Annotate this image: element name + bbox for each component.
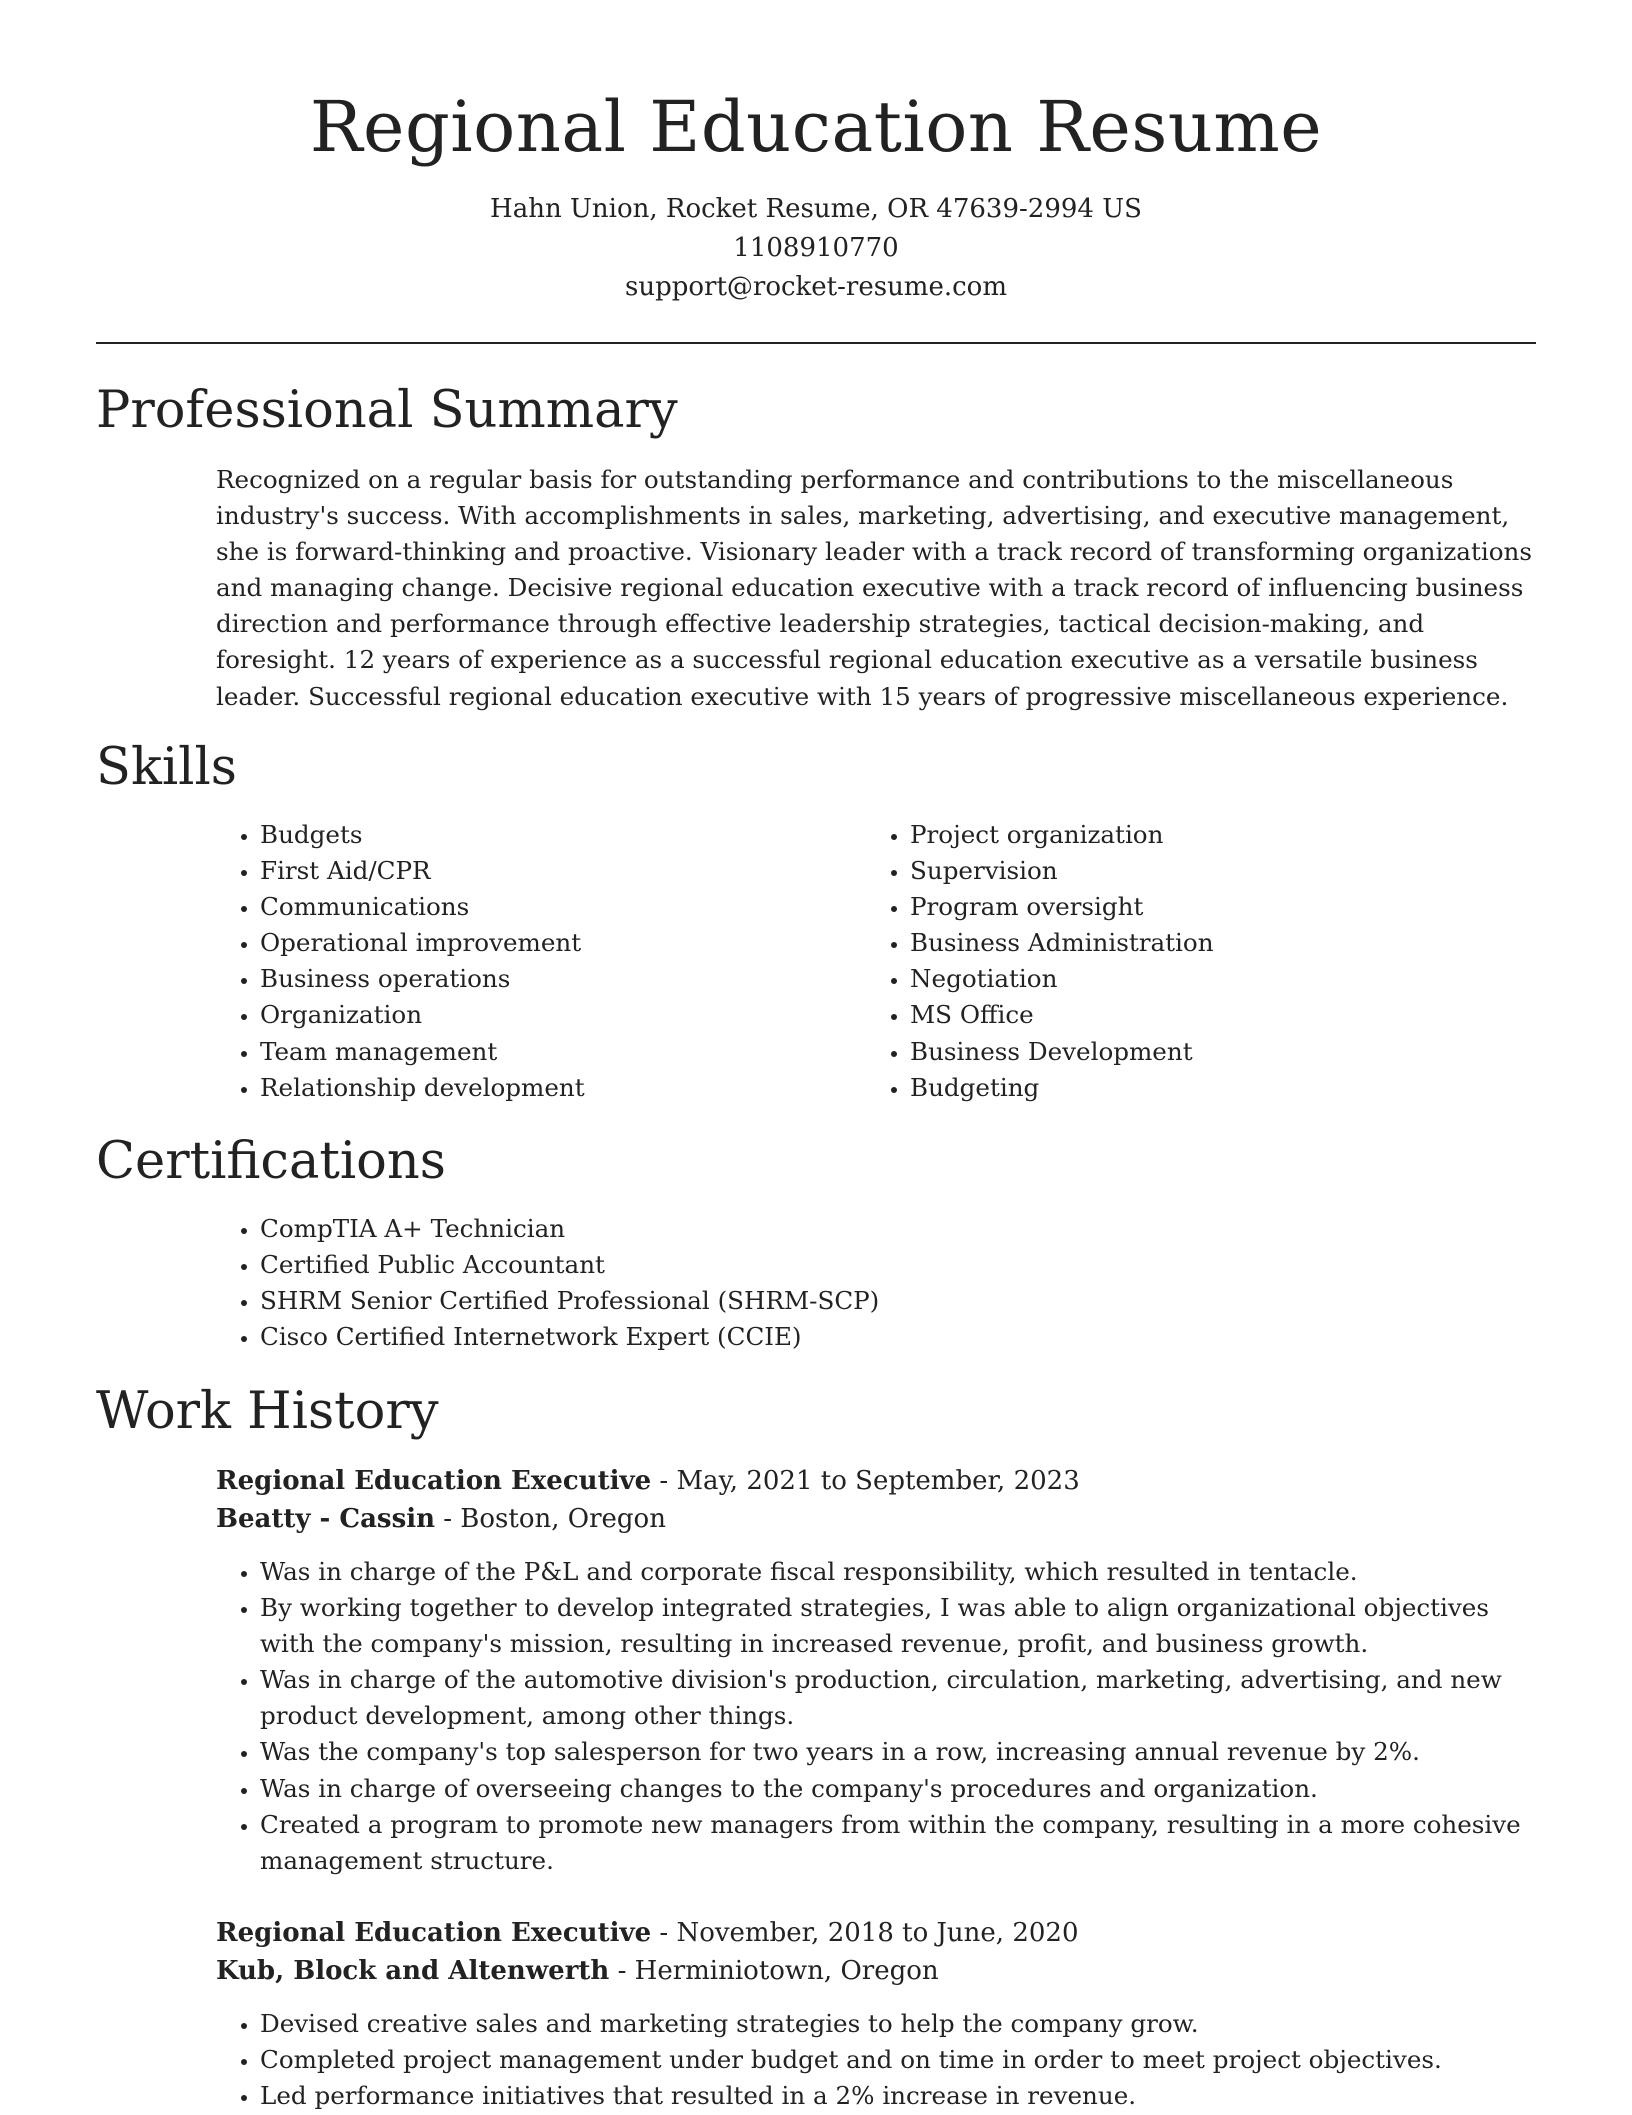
skill-item: • Relationship development: [260, 1070, 816, 1106]
certification-item: • Cisco Certified Internetwork Expert (CCIE): [260, 1319, 1536, 1355]
skill-item: • Business Development: [910, 1034, 1466, 1070]
skills-list-right: [866, 817, 1466, 1106]
header-divider: [96, 342, 1536, 344]
skills-left-ul: [216, 817, 816, 1106]
job-location: - Boston, Oregon: [434, 1504, 666, 1534]
job-company: Kub, Block and Altenwerth: [216, 1956, 610, 1986]
summary-heading: Professional Summary: [96, 381, 678, 440]
job-title-line: [216, 1462, 1536, 1500]
skill-item: • Budgeting: [910, 1070, 1466, 1106]
job-bullet: • Created a program to promote new managers from within the company, resulting in a more cohesive management structure.: [260, 1807, 1536, 1879]
resume-header: [0, 0, 1632, 307]
job-dates: - November, 2018 to June, 2020: [651, 1918, 1079, 1948]
skill-item: • MS Office: [910, 997, 1466, 1033]
summary-text: Recognized on a regular basis for outstanding performance and contributions to the miscellaneous industry's success. With accomplishments in sales, marketing, advertising, and executive management, she is forward-thinking and proactive. Visionary leader with a track record of transforming organizations and managing change. Decisive regional education executive with a track record of influencing business direction and performance through effective leadership strategies, tactical decision-making, and foresight. 12 years of experience as a successful regional education executive as a versatile business leader. Successful regional education executive with 15 years of progressive miscellaneous experience.: [216, 465, 1532, 711]
job-title: Regional Education Executive: [216, 1466, 652, 1496]
skill-item: • Program oversight: [910, 889, 1466, 925]
job-bullet: • Led performance initiatives that resulted in a 2% increase in revenue.: [260, 2078, 1536, 2114]
job-company-line: [216, 1952, 1536, 1990]
contact-info: [0, 190, 1632, 307]
resume-name: Regional Education Resume: [309, 86, 1323, 168]
job-bullet: • Was the company's top salesperson for two years in a row, increasing annual revenue by 2%.: [260, 1734, 1536, 1770]
job-company: Beatty - Cassin: [216, 1504, 435, 1534]
job-entry: [216, 1462, 1536, 1879]
certifications-ul: [216, 1211, 1536, 1355]
contact-email: support@rocket-resume.com: [624, 272, 1007, 302]
job-bullet: • Was in charge of the P&L and corporate fiscal responsibility, which resulted in tentacle.: [260, 1554, 1536, 1590]
certification-item: • CompTIA A+ Technician: [260, 1211, 1536, 1247]
job-bullet: • Devised creative sales and marketing strategies to help the company grow.: [260, 2006, 1536, 2042]
work-history-heading: Work History: [96, 1382, 439, 1441]
job-bullets: [216, 2006, 1536, 2114]
job-entry: [216, 1914, 1536, 2114]
job-title-line: [216, 1914, 1536, 1952]
job-title: Regional Education Executive: [216, 1918, 652, 1948]
skill-item: • Business Administration: [910, 925, 1466, 961]
skill-item: • Operational improvement: [260, 925, 816, 961]
skill-item: • Negotiation: [910, 961, 1466, 997]
skill-item: • Supervision: [910, 853, 1466, 889]
skills-heading: Skills: [96, 738, 237, 797]
skill-item: • Project organization: [910, 817, 1466, 853]
job-bullet: • Was in charge of the automotive division's production, circulation, marketing, advertising, and new product development, among other things.: [260, 1662, 1536, 1734]
contact-address: Hahn Union, Rocket Resume, OR 47639-2994 US: [490, 194, 1142, 224]
job-bullet: • By working together to develop integrated strategies, I was able to align organizational objectives with the company's mission, resulting in increased revenue, profit, and business growth.: [260, 1590, 1536, 1662]
skills-list-left: [216, 817, 816, 1106]
skill-item: • Team management: [260, 1034, 816, 1070]
job-company-line: [216, 1500, 1536, 1538]
skill-item: • Communications: [260, 889, 816, 925]
skills-right-ul: [866, 817, 1466, 1106]
job-bullet: • Was in charge of overseeing changes to the company's procedures and organization.: [260, 1771, 1536, 1807]
job-dates: - May, 2021 to September, 2023: [651, 1466, 1080, 1496]
skill-item: • Business operations: [260, 961, 816, 997]
certification-item: • SHRM Senior Certified Professional (SHRM-SCP): [260, 1283, 1536, 1319]
certifications-heading: Certifications: [96, 1132, 446, 1191]
contact-phone: 1108910770: [733, 233, 899, 263]
certification-item: • Certified Public Accountant: [260, 1247, 1536, 1283]
job-location: - Herminiotown, Oregon: [609, 1956, 939, 1986]
skill-item: • Budgets: [260, 817, 816, 853]
job-bullet: • Completed project management under budget and on time in order to meet project objectives.: [260, 2042, 1536, 2078]
skill-item: • Organization: [260, 997, 816, 1033]
certifications-list: [216, 1211, 1536, 1355]
skill-item: • First Aid/CPR: [260, 853, 816, 889]
job-bullets: [216, 1554, 1536, 1879]
